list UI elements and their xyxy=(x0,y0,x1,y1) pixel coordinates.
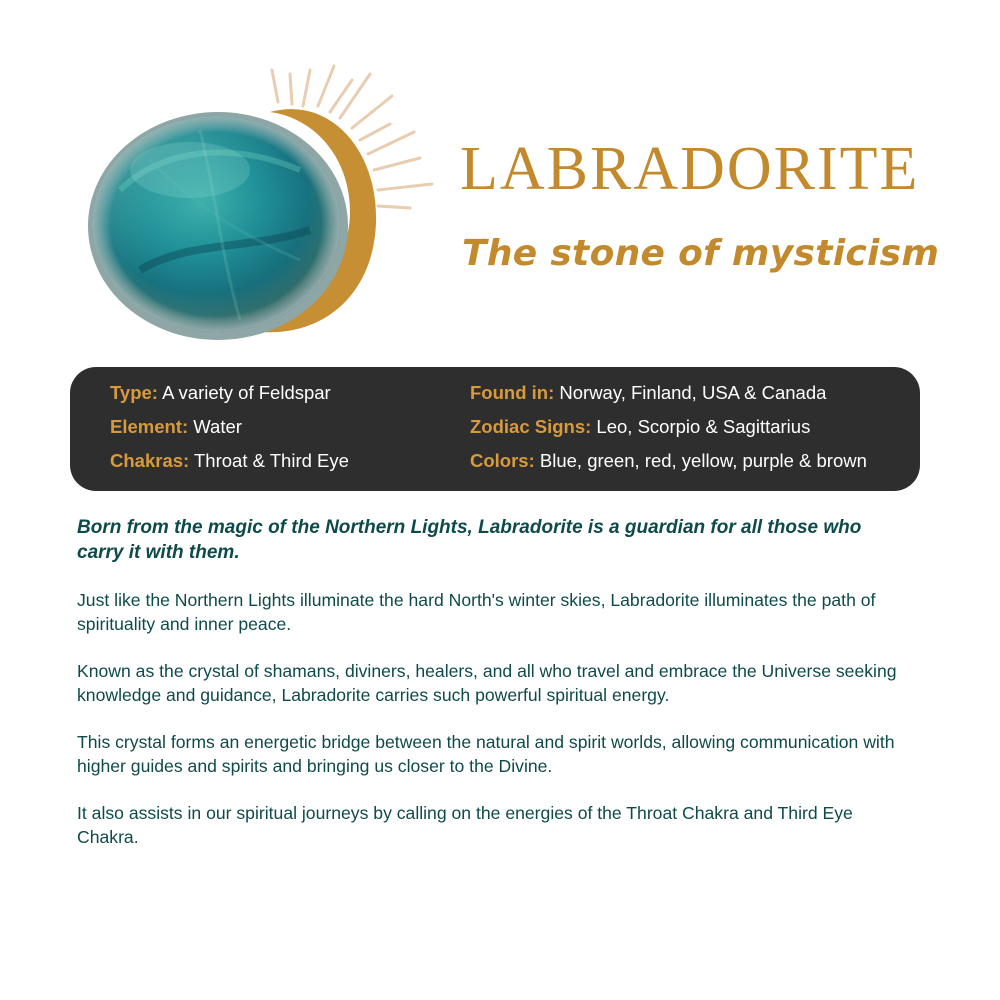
fact-zodiac xyxy=(470,418,810,437)
fact-value: Norway, Finland, USA & Canada xyxy=(554,382,827,403)
fact-type xyxy=(110,384,331,403)
fact-value: Water xyxy=(188,416,242,437)
body-paragraph: Known as the crystal of shamans, diviners, healers, and all who travel and embrace the Universe seeking knowledge and guidance, Labradorite carries such powerful spiritual energy. xyxy=(77,661,897,705)
description xyxy=(77,515,912,872)
body-paragraph: It also assists in our spiritual journeys by calling on the energies of the Throat Chakra and Third Eye Chakra. xyxy=(77,803,853,847)
body-paragraph: Just like the Northern Lights illuminate the hard North's winter skies, Labradorite illuminates the path of spirituality and inner peace. xyxy=(77,590,876,634)
fact-value: Leo, Scorpio & Sagittarius xyxy=(591,416,811,437)
page-title: LABRADORITE xyxy=(460,135,920,203)
fact-label: Found in: xyxy=(470,382,555,403)
fact-value: Blue, green, red, yellow, purple & brown xyxy=(534,450,867,471)
page-subtitle: The stone of mysticism xyxy=(462,233,940,274)
lead-paragraph: Born from the magic of the Northern Lights, Labradorite is a guardian for all those who carry it with them. xyxy=(77,517,862,563)
fact-label: Chakras: xyxy=(110,450,190,471)
fact-element xyxy=(110,418,242,437)
facts-panel xyxy=(70,367,920,491)
fact-found-in xyxy=(470,384,826,403)
fact-label: Element: xyxy=(110,416,189,437)
fact-label: Colors: xyxy=(470,450,535,471)
hero xyxy=(0,0,1000,360)
fact-value: Throat & Third Eye xyxy=(189,450,349,471)
body-paragraph: This crystal forms an energetic bridge between the natural and spirit worlds, allowing communication with higher guides and spirits and bringing us closer to the Divine. xyxy=(77,732,895,776)
fact-value: A variety of Feldspar xyxy=(157,382,331,403)
labradorite-stone-icon xyxy=(88,112,348,340)
fact-colors xyxy=(470,452,867,471)
fact-label: Zodiac Signs: xyxy=(470,416,592,437)
fact-chakras xyxy=(110,452,349,471)
fact-label: Type: xyxy=(110,382,158,403)
